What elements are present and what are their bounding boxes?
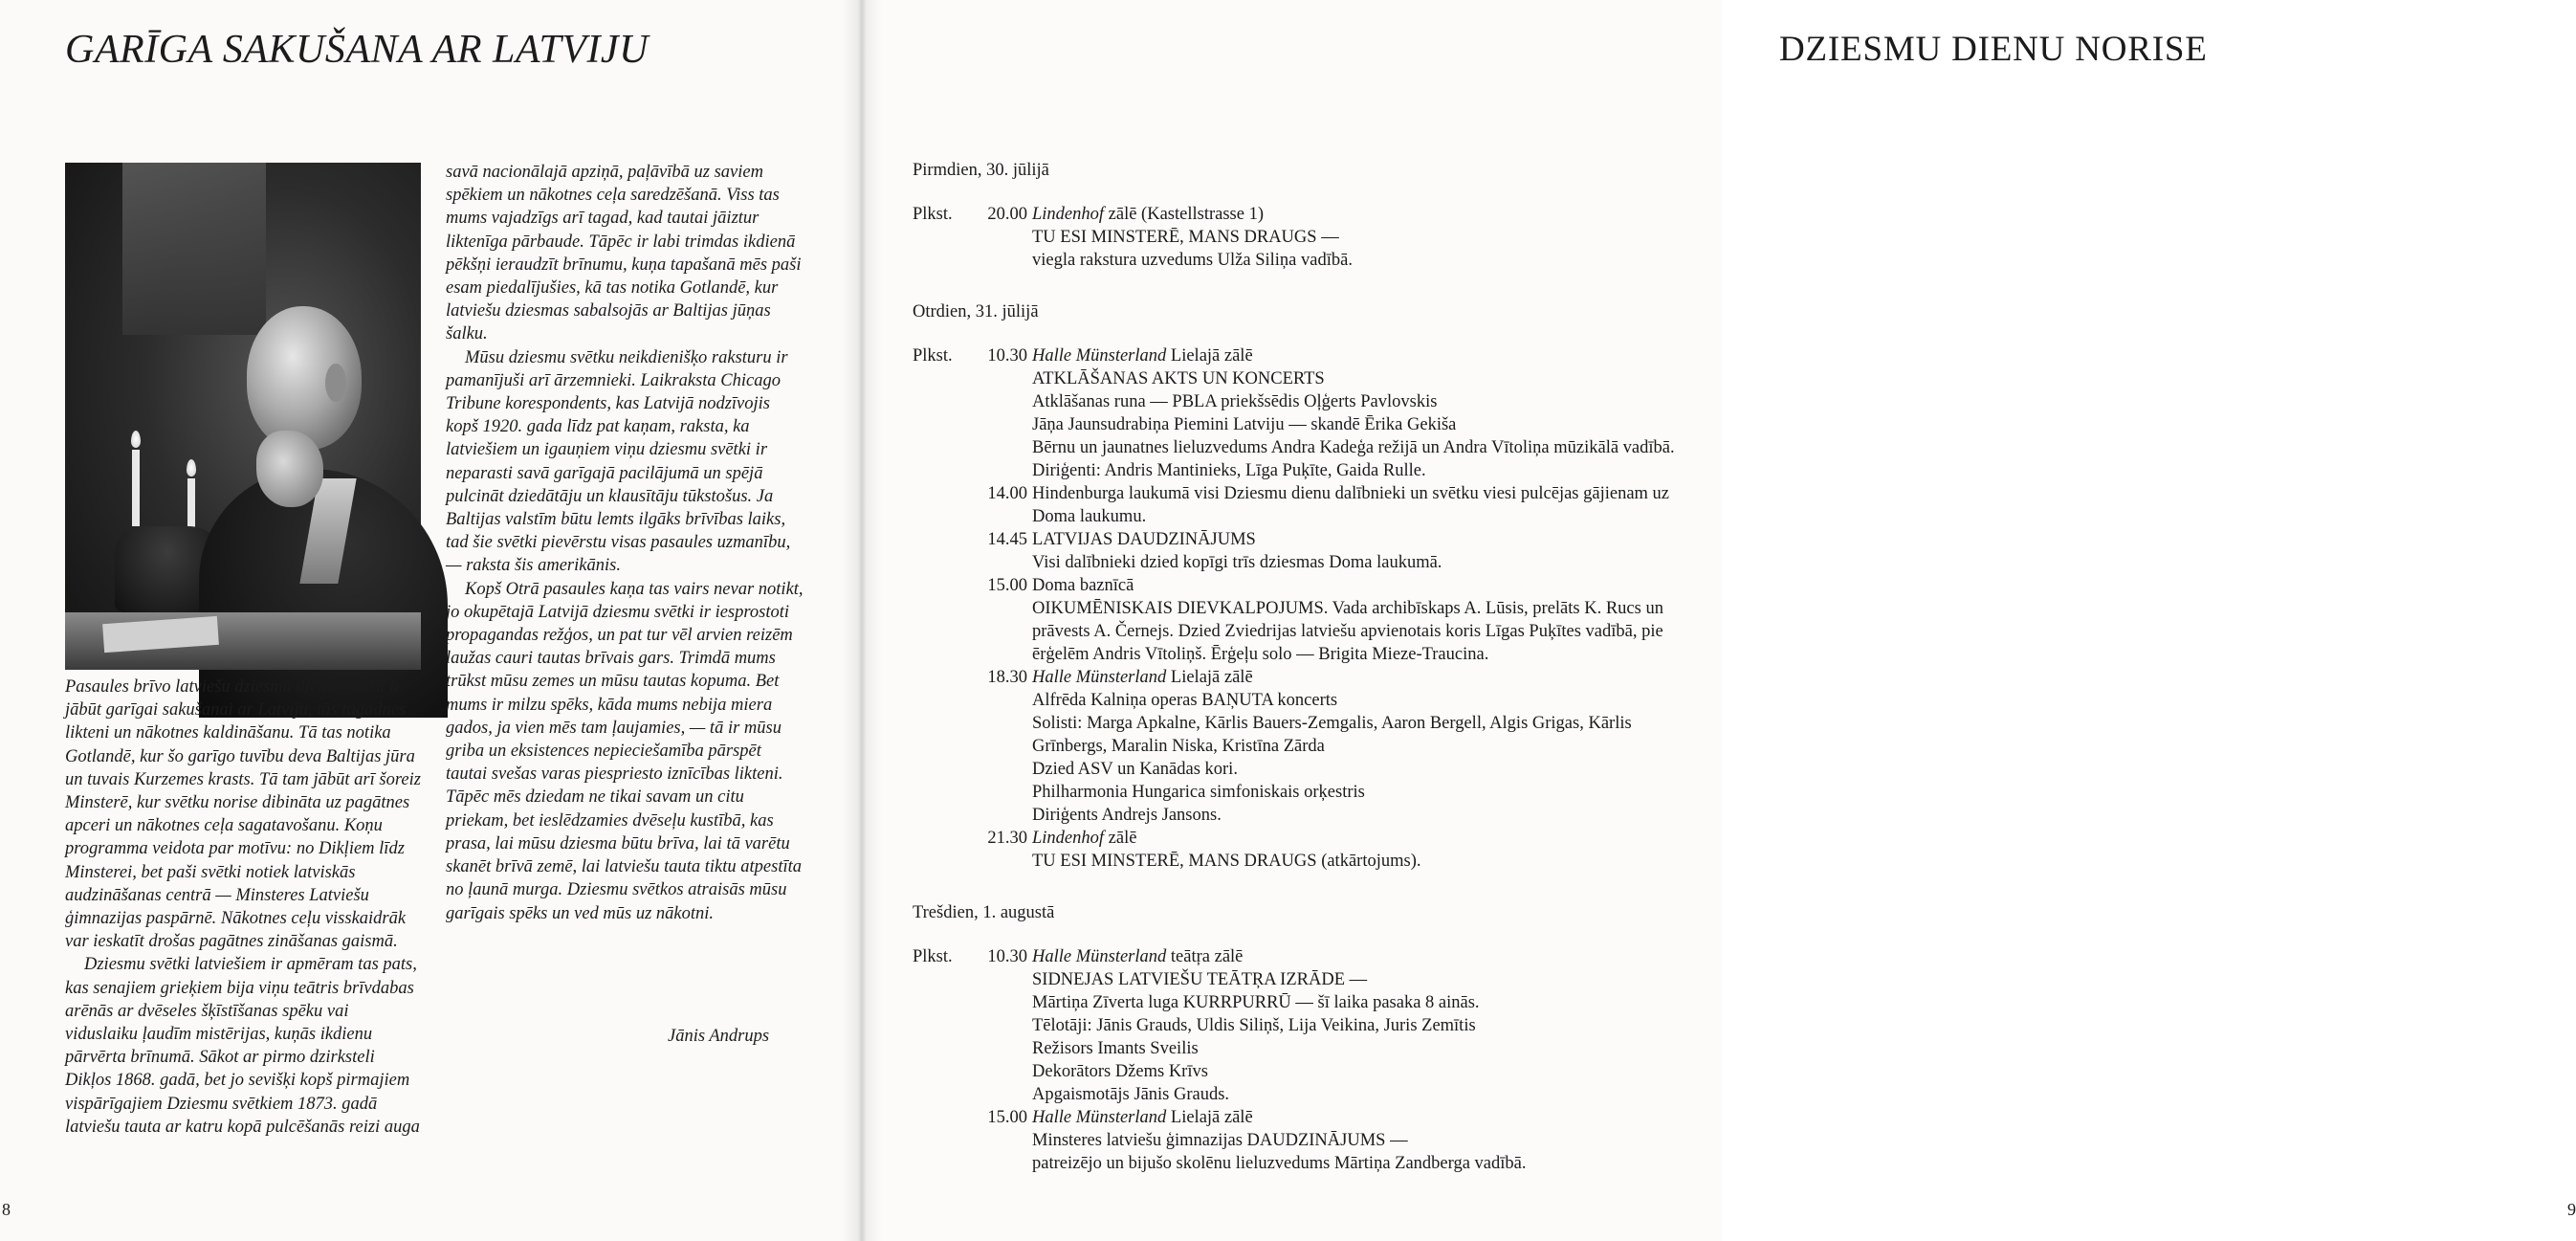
time-value: 21.30 bbox=[987, 829, 1027, 848]
schedule-event bbox=[913, 945, 1678, 1106]
event-line: Tēlotāji: Jānis Grauds, Uldis Siliņš, Lija Veikina, Juris Zemītis bbox=[1032, 1016, 1476, 1035]
time-prefix: Plkst. bbox=[913, 205, 953, 224]
event-line: SIDNEJAS LATVIEŠU TEĀTŖA IZRĀDE — bbox=[1032, 970, 1368, 989]
day-heading: Trešdien, 1. augustā bbox=[913, 903, 1055, 922]
left-page-title: GARĪGA SAKUŠANA AR LATVIJU bbox=[65, 28, 649, 72]
event-line: ATKLĀŠANAS AKTS UN KONCERTS bbox=[1032, 369, 1325, 388]
venue-name: Halle Münsterland bbox=[1032, 1108, 1167, 1127]
time-value: 14.45 bbox=[987, 530, 1027, 549]
event-line: Mārtiņa Zīverta luga KURRPURRŪ — šī laika pasaka 8 ainās. bbox=[1032, 993, 1480, 1012]
article-column-1 bbox=[65, 676, 423, 1139]
venue-hall: Lielajā zālē bbox=[1166, 1108, 1253, 1127]
venue-hall: Lielajā zālē bbox=[1166, 668, 1253, 687]
article-column-2 bbox=[446, 161, 804, 925]
time-value: 10.30 bbox=[987, 947, 1027, 966]
event-details bbox=[1032, 945, 1678, 1106]
event-details bbox=[1032, 827, 1678, 873]
event-venue bbox=[1032, 666, 1678, 689]
event-line: TU ESI MINSTERĒ, MANS DRAUGS (atkārtojums). bbox=[1032, 852, 1421, 871]
event-time bbox=[913, 482, 1032, 528]
event-line: OIKUMĒNISKAIS DIEVKALPOJUMS. Vada archibīskaps A. Lūsis, prelāts K. Rucs un prāvests A. Černejs. Dzied Zviedrijas latviešu apvienotais koris Līgas Puķītes vadībā, pie ērģelēm Andris Vītoliņš. Ērģeļu solo — Brigita Mieze-Traucina. bbox=[1032, 599, 1663, 664]
event-details bbox=[1032, 1106, 1678, 1175]
page-number: 9 bbox=[2567, 1200, 2576, 1219]
event-line: Bērnu un jaunatnes lieluzvedums Andra Kadeģa režijā un Andra Vītoliņa mūzikālā vadībā. Diriģenti: Andris Mantinieks, Līga Puķīte, Gaida Rulle. bbox=[1032, 438, 1675, 480]
event-time bbox=[913, 1106, 1032, 1175]
day-heading: Otrdien, 31. jūlijā bbox=[913, 302, 1039, 321]
candle-flame bbox=[131, 431, 141, 448]
venue-hall: zālē bbox=[1104, 829, 1137, 848]
event-details bbox=[1032, 528, 1678, 574]
time-value: 15.00 bbox=[987, 576, 1027, 595]
time-value: 15.00 bbox=[987, 1108, 1027, 1127]
event-details bbox=[1032, 482, 1678, 528]
event-time bbox=[913, 574, 1032, 666]
paragraph: savā nacionālajā apziņā, paļāvībā uz saviem spēkiem un nākotnes ceļa saredzēšanā. Viss tas mums vajadzīgs arī tagad, kad tautai jāiztur liktenīga pārbaude. Tāpēc ir labi trimdas ikdienā pēkšņi ieraudzīt brīnumu, kuņa tapašanā mēs paši esam piedalījušies, kā tas notika Gotlandē, kur latviešu dziesmas sabalsojās ar Baltijas jūņas šalku. bbox=[446, 163, 802, 344]
venue-name: Halle Münsterland bbox=[1032, 947, 1167, 966]
event-line: Režisors Imants Sveilis bbox=[1032, 1039, 1199, 1058]
event-time bbox=[913, 344, 1032, 482]
event-line: Dzied ASV un Kanādas kori. bbox=[1032, 760, 1238, 779]
time-value: 20.00 bbox=[987, 205, 1027, 224]
paragraph: Kopš Otrā pasaules kaņa tas vairs nevar notikt, jo okupētajā Latvijā dziesmu svētki ir iesprostoti propagandas režģos, un pat tur vēl arvien reizēm laužas cauri tautas brīvais gars. Trimdā mums trūkst mūsu zemes un mūsu tautas kopuma. Bet mums ir milzu spēks, kāda mums nebija miera gados, ja vien mēs tam ļaujamies, — tā ir mūsu griba un eksistences nepieciešamība pārspēt tautai svešas varas piespriesto iznīcības likteni. Tāpēc mēs dziedam ne tikai savam un citu priekam, bet ieslēdzamies dvēseļu kustībā, kas prasa, lai mūsu dziesma būtu brīva, lai tā varētu skanēt brīvā zemē, lai latviešu tauta tiktu atpestīta no ļaunā murga. Dziesmu svētkos atraisās mūsu garīgais spēks un ved mūs uz nākotni. bbox=[446, 579, 804, 923]
event-line: Solisti: Marga Apkalne, Kārlis Bauers-Zemgalis, Aaron Bergell, Algis Grigas, Kārlis Grīnbergs, Maralin Niska, Kristīna Zārda bbox=[1032, 714, 1632, 756]
event-line: Jāņa Jaunsudrabiņa Piemini Latviju — skandē Ērika Gekiša bbox=[1032, 415, 1457, 434]
event-time bbox=[913, 827, 1032, 873]
event-line: Hindenburga laukumā visi Dziesmu dienu dalībnieki un svētku viesi pulcējas gājienam uz Doma laukumu. bbox=[1032, 484, 1670, 526]
venue-name: Lindenhof bbox=[1032, 829, 1105, 848]
event-line: Apgaismotājs Jānis Grauds. bbox=[1032, 1085, 1230, 1104]
candle-flame bbox=[187, 459, 196, 476]
paragraph: Mūsu dziesmu svētku neikdienišķo raksturu ir pamanījuši arī ārzemnieki. Laikraksta Chicago Tribune korespondents, kas Latvijā nodzīvojis kopš 1920. gada līdz pat kaņam, raksta, ka latviešiem un igauņiem viņu dziesmu svētki ir neparasti savā garīgajā pacilājumā un spējā pulcināt dziedātāju un klausītāju tūkstošus. Ja Baltijas valstīm būtu lemts ilgāks brīvības laiks, tad šie svētki pievērstu visas pasaules uzmanību, — raksta šis amerikānis. bbox=[446, 347, 791, 576]
schedule-event bbox=[913, 344, 1678, 482]
spacer bbox=[913, 873, 1678, 901]
time-value: 14.00 bbox=[987, 484, 1027, 503]
venue-name: Halle Münsterland bbox=[1032, 668, 1167, 687]
time-value: 18.30 bbox=[987, 668, 1027, 687]
event-venue bbox=[1032, 945, 1678, 968]
venue-name: Halle Münsterland bbox=[1032, 346, 1167, 366]
event-time bbox=[913, 666, 1032, 827]
event-details bbox=[1032, 344, 1678, 482]
event-line: patreizējo un bijušo skolēnu lieluzvedums Mārtiņa Zandberga vadībā. bbox=[1032, 1154, 1527, 1173]
schedule-event bbox=[913, 203, 1678, 272]
event-time bbox=[913, 528, 1032, 574]
time-prefix: Plkst. bbox=[913, 346, 953, 366]
event-line: Atklāšanas runa — PBLA priekšsēdis Oļģerts Pavlovskis bbox=[1032, 392, 1438, 411]
event-time bbox=[913, 945, 1032, 1106]
event-schedule bbox=[913, 159, 1678, 1175]
candle bbox=[132, 450, 140, 526]
venue-hall: teātŗa zālē bbox=[1166, 947, 1244, 966]
event-line: Doma baznīcā bbox=[1032, 576, 1134, 595]
paragraph: Dziesmu svētki latviešiem ir apmēram tas pats, kas senajiem grieķiem bija viņu teātris brīvdabas arēnās ar dvēseles šķīstīšanas spēku vai viduslaiku ļaudīm mistērijas, kuņās ikdienu pārvērta brīnumā. Sākot ar pirmo dzirksteli Dikļos 1868. gadā, bet jo sevišķi kopš pirmajiem vispārīgajiem Dziesmu svētkiem 1873. gadā latviešu tauta ar katru kopā pulcēšanās reizi auga bbox=[65, 955, 420, 1137]
event-line: Diriģents Andrejs Jansons. bbox=[1032, 806, 1222, 825]
event-venue bbox=[1032, 1106, 1678, 1129]
schedule-event bbox=[913, 482, 1678, 528]
schedule-event bbox=[913, 827, 1678, 873]
event-line: LATVIJAS DAUDZINĀJUMS bbox=[1032, 530, 1256, 549]
schedule-event bbox=[913, 1106, 1678, 1175]
man-hand bbox=[256, 431, 323, 507]
paragraph: Pasaules brīvo latviešu dziesmu dienu centrā ir jābūt garīgai sakušanai ar Latviju, tās tagadnes likteni un nākotnes kaldināšanu. Tā tas notika Gotlandē, kur šo garīgo tuvību deva Baltijas jūra un tuvais Kurzemes krasts. Tā tam jābūt arī šoreiz Minsterē, kur svētku norise dibināta uz pagātnes apceri un nākotnes ceļa sagatavošanu. Koņu programma veidota par motīvu: no Dikļiem līdz Minsterei, bet paši svētki notiek latviskās audzināšanas centrā — Minsteres Latviešu ģimnazijas paspārnē. Nākotnes ceļu visskaidrāk var ieskatīt drošas pagātnes zināšanas gaismā. bbox=[65, 677, 421, 952]
event-line: Visi dalībnieki dzied kopīgi trīs dziesmas Doma laukumā. bbox=[1032, 553, 1442, 572]
left-page bbox=[0, 0, 861, 1241]
event-details bbox=[1032, 666, 1678, 827]
portrait-photo bbox=[65, 163, 421, 670]
venue-hall: zālē (Kastellstrasse 1) bbox=[1104, 205, 1264, 224]
day-heading: Pirmdien, 30. jūlijā bbox=[913, 161, 1049, 180]
event-venue bbox=[1032, 344, 1678, 367]
schedule-event bbox=[913, 528, 1678, 574]
photo-background-window bbox=[122, 163, 266, 335]
right-page-title: DZIESMU DIENU NORISE bbox=[1779, 30, 2208, 69]
venue-name: Lindenhof bbox=[1032, 205, 1105, 224]
event-details bbox=[1032, 203, 1678, 272]
page-number: 8 bbox=[2, 1200, 11, 1219]
event-time bbox=[913, 203, 1032, 272]
event-venue bbox=[1032, 827, 1678, 850]
man-ear bbox=[325, 364, 346, 402]
event-line: Minsteres latviešu ģimnazijas DAUDZINĀJUMS — bbox=[1032, 1131, 1408, 1150]
time-prefix: Plkst. bbox=[913, 947, 953, 966]
event-line: Alfrēda Kalniņa operas BAŅUTA koncerts bbox=[1032, 691, 1338, 710]
event-venue bbox=[1032, 203, 1678, 226]
author-signature: Jānis Andrups bbox=[668, 1027, 770, 1046]
event-details bbox=[1032, 574, 1678, 666]
schedule-event bbox=[913, 574, 1678, 666]
spacer bbox=[913, 272, 1678, 300]
schedule-event bbox=[913, 666, 1678, 827]
event-line: Dekorātors Džems Krīvs bbox=[1032, 1062, 1208, 1081]
event-line: viegla rakstura uzvedums Ulža Siliņa vadībā. bbox=[1032, 251, 1353, 270]
event-line: Philharmonia Hungarica simfoniskais orķestris bbox=[1032, 783, 1365, 802]
event-line: TU ESI MINSTERĒ, MANS DRAUGS — bbox=[1032, 228, 1339, 247]
time-value: 10.30 bbox=[987, 346, 1027, 366]
venue-hall: Lielajā zālē bbox=[1166, 346, 1253, 366]
